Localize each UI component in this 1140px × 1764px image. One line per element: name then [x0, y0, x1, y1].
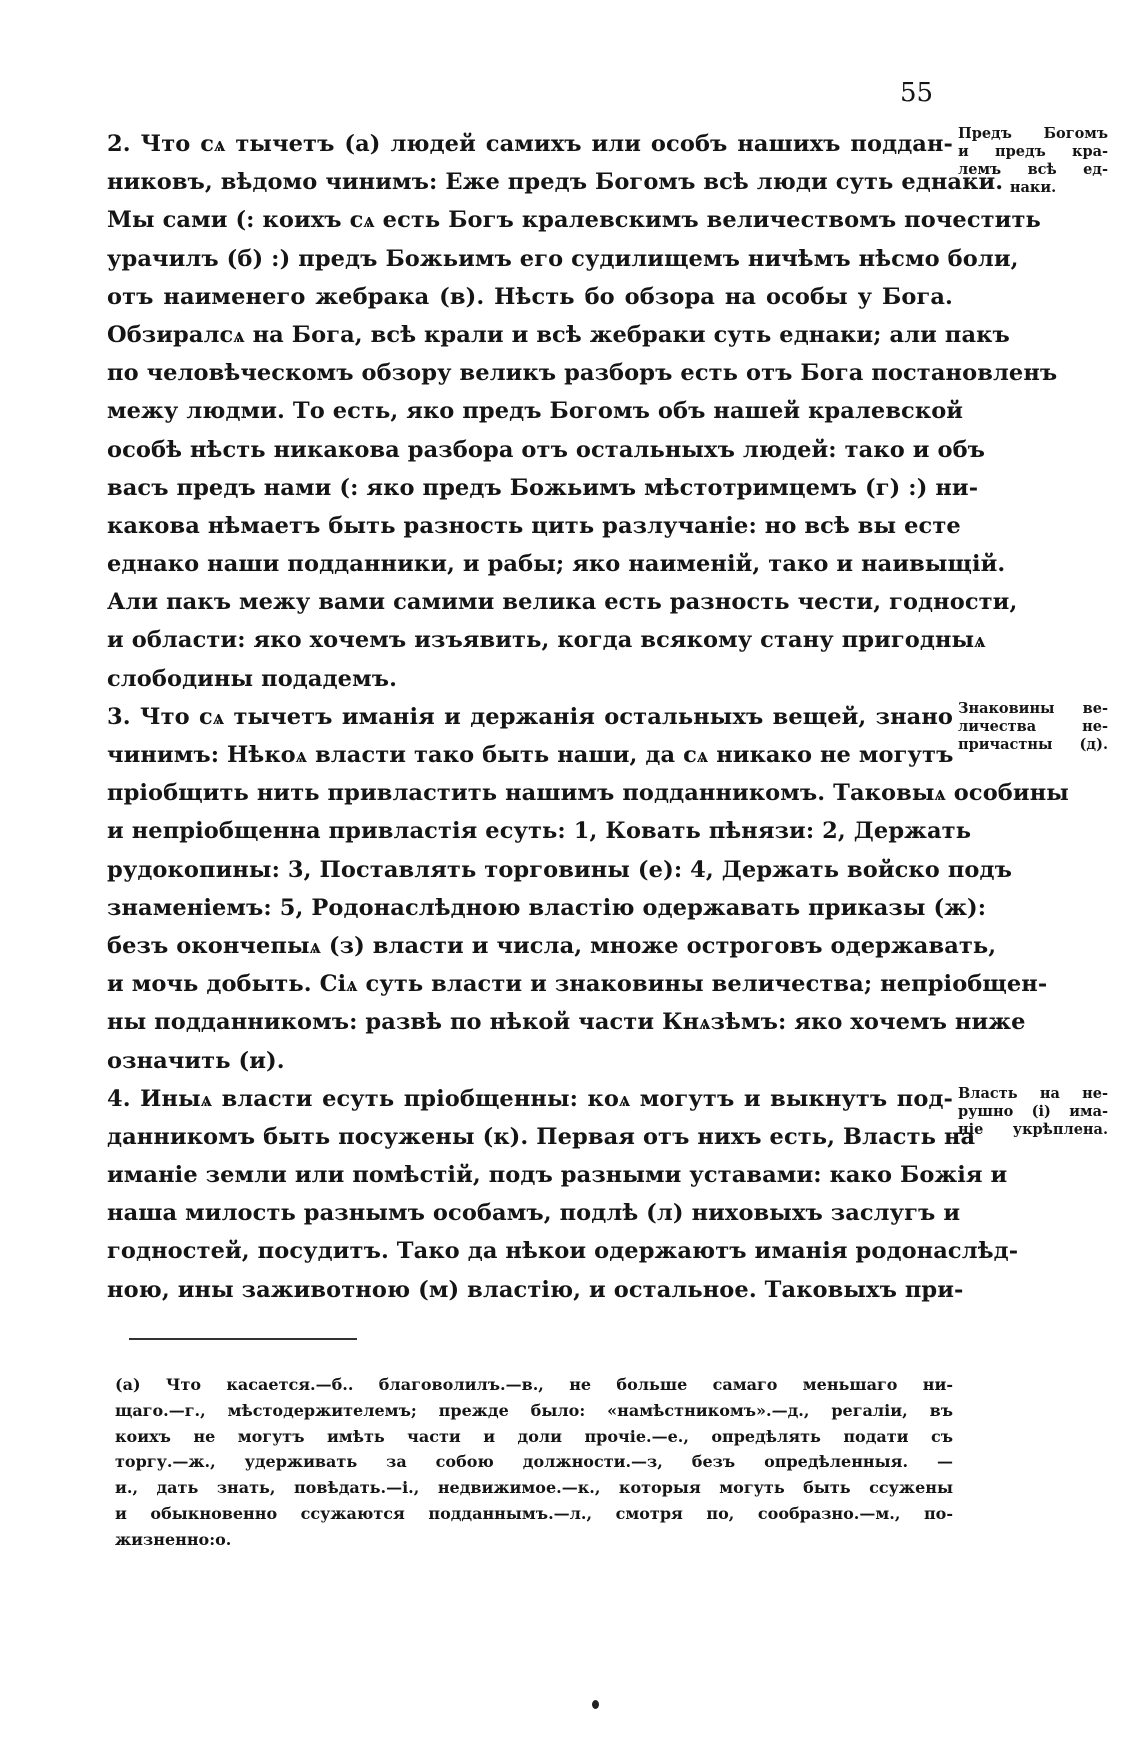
footnote-line: коихъ не могутъ имѣть части и доли прочіе.—е., опредѣлять подати съ: [115, 1426, 953, 1446]
paragraph-4: [107, 1080, 1019, 1309]
text-line: пріобщить нить привластить нашимъ подданникомъ. Таковыѧ особины: [107, 780, 1069, 807]
margin-note-line: лемъ всѣ ед-: [958, 161, 1108, 178]
footnote-rule-gap: [107, 1338, 129, 1340]
text-line: особѣ нѣсть никакова разбора отъ остальныхъ людей: тако и объ: [107, 436, 986, 463]
margin-note-line: и предъ кра-: [958, 143, 1108, 160]
text-line: 4. Иныѧ власти есуть пріобщенны: коѧ могутъ и выкнутъ под-: [107, 1085, 953, 1112]
text-line: и мочь добыть. Сіѧ суть власти и знаковины величества; непріобщен-: [107, 971, 1048, 998]
footnote-line: и., дать знать, повѣдать.—і., недвижимое.—к., которыя могуть быть ссужены: [115, 1478, 953, 1498]
text-line: и области: яко хочемъ изъявить, когда всякому стану пригодныѧ: [107, 627, 986, 654]
margin-note-line: Предъ Богомъ: [958, 125, 1108, 142]
text-line: какова нѣмаетъ быть разность цить разлучаніе: но всѣ вы есте: [107, 512, 961, 539]
margin-note-line: ніе укрѣплена.: [958, 1121, 1108, 1138]
footnote-line: торгу.—ж., удерживать за собою должности.—з, безъ опредѣленныя. —: [115, 1452, 953, 1472]
text-line: 2. Что сѧ тычетъ (а) людей самихъ или особъ нашихъ поддан-: [107, 131, 953, 157]
footnote-line: (а) Что касается.—б.. благоволилъ.—в., не больше самаго меньшаго ни-: [115, 1375, 953, 1394]
footnotes: [115, 1372, 953, 1553]
margin-note-line: рушно (і) има-: [958, 1103, 1108, 1120]
text-line: чинимъ: Нѣкоѧ власти тако быть наши, да сѧ никако не могутъ: [107, 742, 954, 768]
margin-note-signs-of-majesty: [958, 700, 1108, 754]
margin-note-line: личества не-: [958, 718, 1108, 735]
footnote-line: щаго.—г., мѣстодержителемъ; прежде было: «намѣстникомъ».—д., регаліи, въ: [115, 1400, 953, 1420]
margin-note-line: наки.: [1009, 179, 1057, 196]
margin-note-line: Знаковины ве-: [958, 700, 1108, 717]
text-line: ны подданникомъ: развѣ по нѣкой части Кнѧзѣмъ: яко хочемъ ниже: [107, 1009, 1026, 1036]
footnote-rule: [107, 1338, 357, 1340]
text-line: межу людми. То есть, яко предъ Богомъ объ нашей кралевской: [107, 398, 964, 425]
text-line: урачилъ (б) :) предъ Божьимъ его судилищемъ ничѣмъ нѣсмо боли,: [107, 245, 1019, 272]
text-line: безъ окончепыѧ (з) власти и числа, множе остроговъ одержавать,: [107, 932, 997, 959]
text-line: означить (и).: [107, 1047, 285, 1074]
margin-note-line: Власть на не-: [958, 1085, 1108, 1102]
text-line: иманіе земли или помѣстій, подъ разными уставами: како Божія и: [107, 1162, 1008, 1189]
page-number: 55: [900, 78, 934, 108]
text-line: рудокопины: 3, Поставлять торговины (е): 4, Держать войско подъ: [107, 856, 1012, 883]
text-line: и непріобщенна привластія есуть: 1, Ковать пѣнязи: 2, Держать: [107, 818, 972, 845]
text-line: слободины подадемъ.: [107, 665, 398, 692]
margin-note-line: причастны (д).: [958, 736, 1108, 753]
text-line: Обзиралсѧ на Бога, всѣ крали и всѣ жебраки суть еднаки; али пакъ: [107, 321, 1010, 348]
footnote-line: и обыкновенно ссужаются подданнымъ.—л., смотря по, сообразно.—м., по-: [115, 1503, 953, 1523]
margin-note-before-god: [958, 125, 1108, 197]
text-line: знаменіемъ: 5, Родонаслѣдною властію одержавать приказы (ж):: [107, 894, 987, 921]
footnote-line: жизненно:о.: [115, 1529, 232, 1549]
text-line: ною, ины заживотною (м) властію, и остальное. Таковыхъ при-: [107, 1276, 964, 1303]
text-line: отъ наименего жебрака (в). Нѣсть бо обзора на особы у Бога.: [107, 283, 953, 310]
text-line: данникомъ быть посужены (к). Первая отъ нихъ есть, Власть на: [107, 1123, 976, 1150]
text-line: по человѣческомъ обзору великъ разборъ есть отъ Бога постановленъ: [107, 360, 1058, 387]
text-line: Али пакъ межу вами самими велика есть разность чести, годности,: [107, 589, 1018, 616]
text-line: наша милость разнымъ особамъ, подлѣ (л) ниховыхъ заслугъ и: [107, 1200, 961, 1227]
ink-dot: [592, 1700, 599, 1709]
text-line: годностей, посудитъ. Тако да нѣкои одержаютъ иманія родонаслѣд-: [107, 1238, 1019, 1265]
text-line: никовъ, вѣдомо чинимъ: Еже предъ Богомъ всѣ люди суть еднаки.: [107, 169, 1004, 196]
text-line: Мы сами (: коихъ сѧ есть Богъ кралевскимъ величествомъ почестить: [107, 207, 1041, 234]
text-line: васъ предъ нами (: яко предъ Божьимъ мѣстотримцемъ (г) :) ни-: [107, 474, 979, 501]
margin-note-land-power: [958, 1085, 1108, 1139]
text-line: 3. Что сѧ тычетъ иманія и держанія остальныхъ вещей, знано: [107, 703, 953, 730]
text-line: еднако наши подданники, и рабы; яко наименій, тако и наивыщій.: [107, 551, 1006, 578]
